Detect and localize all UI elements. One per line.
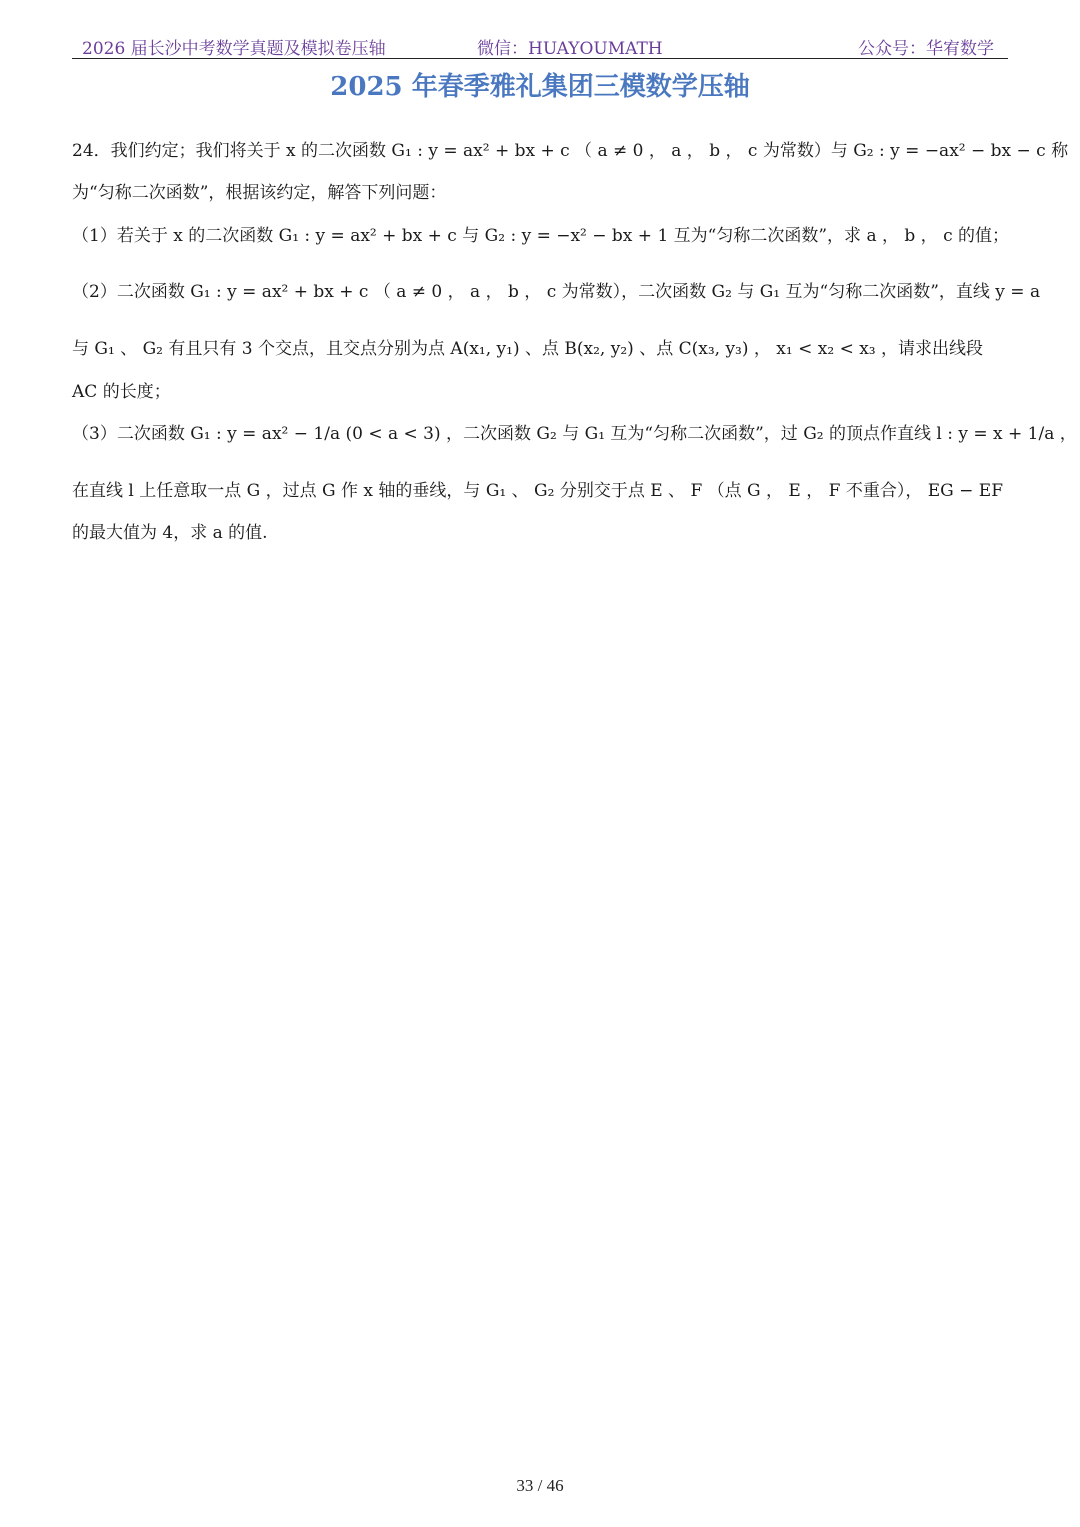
header-series-title: 2026 届长沙中考数学真题及模拟卷压轴 xyxy=(82,39,386,59)
question-part3-line3: 的最大值为 4，求 a 的值. xyxy=(72,523,268,543)
page-number: 33 / 46 xyxy=(516,1476,564,1495)
question-part1: （1）若关于 x 的二次函数 G₁ : y = ax² + bx + c 与 G₂ : y = −x² − bx + 1 互为“匀称二次函数”，求 a ， b ， c 的值； xyxy=(72,226,1010,246)
page-header xyxy=(72,30,1008,59)
question-part2-line3: AC 的长度； xyxy=(72,382,171,402)
problem-statement-line2: 为“匀称二次函数”，根据该约定，解答下列问题： xyxy=(72,183,447,203)
question-part3-line1: （3）二次函数 G₁ : y = ax² − 1/a (0 < a < 3) ，二次函数 G₂ 与 G₁ 互为“匀称二次函数”，过 G₂ 的顶点作直线 l : y = x + 1/a ， xyxy=(72,424,1077,444)
problem-statement-line1: 24．我们约定；我们将关于 x 的二次函数 G₁ : y = ax² + bx + c （ a ≠ 0 ， a ， b ， c 为常数）与 G₂ : y = −ax² − bx − c 称 xyxy=(72,141,1069,161)
question-part2-line2: 与 G₁ 、 G₂ 有且只有 3 个交点，且交点分别为点 A(x₁, y₁) 、点 B(x₂, y₂) 、点 C(x₃, y₃) ， x₁ < x₂ < x₃ ，请求出线段 xyxy=(72,339,984,359)
header-wechat: 微信：HUAYOUMATH xyxy=(477,39,663,59)
question-part3-line2: 在直线 l 上任意取一点 G ，过点 G 作 x 轴的垂线，与 G₁ 、 G₂ 分别交于点 E 、 F （点 G ， E ， F 不重合）， EG − EF xyxy=(72,481,1003,501)
page-title: 2025 年春季雅礼集团三模数学压轴 xyxy=(330,72,750,102)
question-part2-line1: （2）二次函数 G₁ : y = ax² + bx + c （ a ≠ 0 ， a ， b ， c 为常数），二次函数 G₂ 与 G₁ 互为“匀称二次函数”，直线 y = a xyxy=(72,282,1041,302)
header-official-account: 公众号：华宥数学 xyxy=(858,39,994,59)
